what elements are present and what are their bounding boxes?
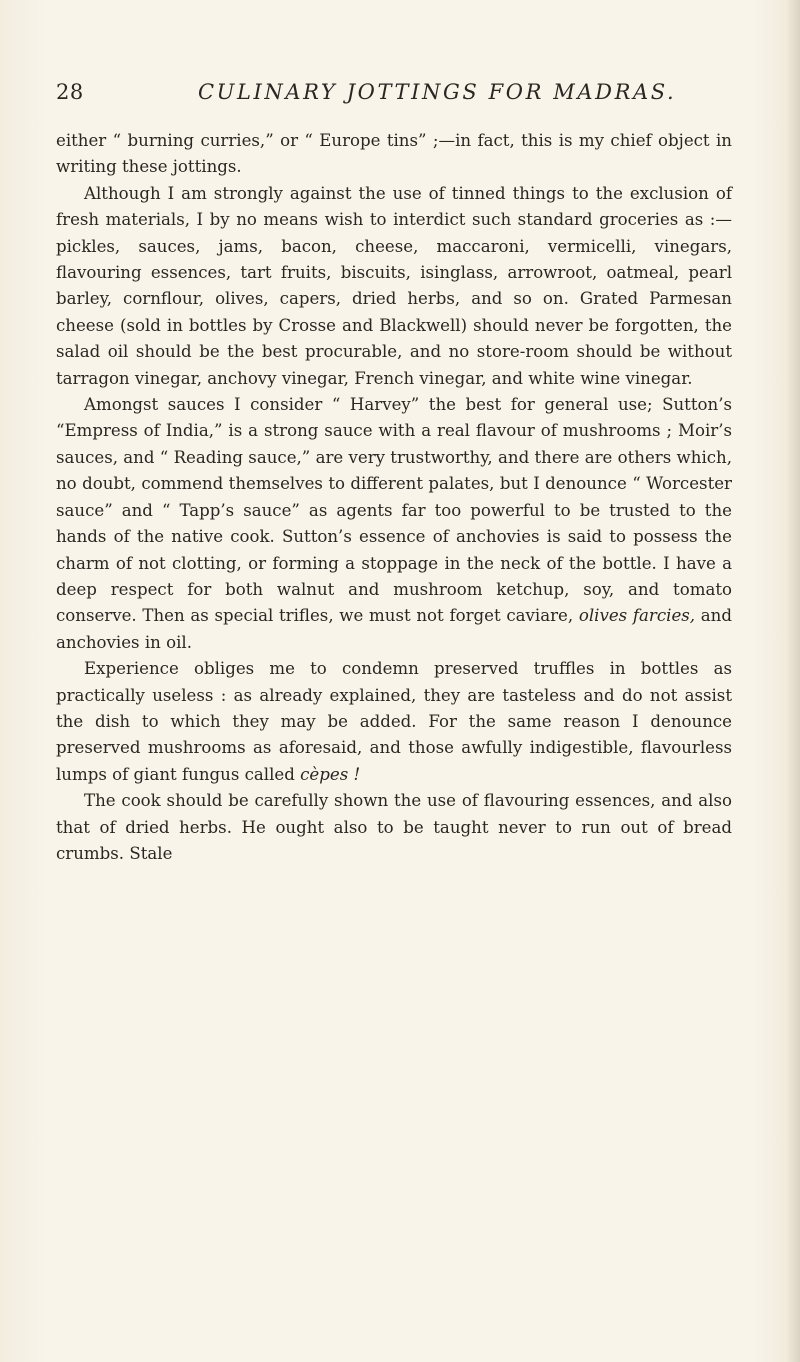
italic-text-run: olives farcies, — [578, 606, 696, 626]
page-number: 28 — [56, 80, 84, 104]
italic-text-run: cèpes ! — [300, 764, 361, 784]
body-text — [56, 128, 732, 867]
paragraph — [56, 392, 732, 656]
paragraph — [56, 656, 732, 788]
text-run: Amongst sauces I consider “ Harvey” the best for general use; Sutton’s “Empress of India,” is a strong sauce with a real flavour of mushrooms ; Moir’s sauces, and “ Reading sauce,” are very trustworthy, and there are others which, no doubt, commend themselves to different palates, but I denounce “ Worcester sauce” and “ Tapp’s sauce” as agents far too powerful to be trusted to the hands of the native cook. Sutton’s essence of anchovies is said to possess the charm of not clotting, or forming a stoppage in the neck of the bottle. I have a deep respect for both walnut and mushroom ketchup, soy, and tomato conserve. Then as special trifles, we must not forget caviare, — [56, 395, 732, 626]
text-run: Experience obliges me to condemn preserved truffles in bottles as practically useless : as already explained, they are tasteless and do not assist the dish to which they may be added. For the same reason I denounce preserved mushrooms as aforesaid, and those awfully indigestible, flavourless lumps of giant fungus called — [56, 659, 732, 784]
running-title: CULINARY JOTTINGS FOR MADRAS. — [198, 80, 677, 104]
page-header — [56, 80, 756, 114]
text-run: either “ burning curries,” or “ Europe tins” ;—in fact, this is my chief object in writing these jottings. — [56, 131, 732, 177]
paragraph — [56, 181, 732, 392]
paragraph — [56, 788, 732, 867]
text-run: and anchovies in oil. — [56, 606, 732, 652]
text-run: The cook should be carefully shown the use of flavouring essences, and also that of dried herbs. He ought also to be taught never to run out of bread crumbs. Stale — [56, 791, 732, 863]
page-edge-shadow — [786, 0, 800, 1362]
paragraph — [56, 128, 732, 181]
text-run: Although I am strongly against the use of tinned things to the exclusion of fresh materials, I by no means wish to interdict such standard groceries as :—pickles, sauces, jams, bacon, cheese, maccaroni, vermicelli, vinegars, flavouring essences, tart fruits, biscuits, isinglass, arrowroot, oatmeal, pearl barley, cornflour, olives, capers, dried herbs, and so on. Grated Parmesan cheese (sold in bottles by Crosse and Blackwell) should never be forgotten, the salad oil should be the best procurable, and no store-room should be without tarragon vinegar, anchovy vinegar, French vinegar, and white wine vinegar. — [56, 183, 732, 388]
